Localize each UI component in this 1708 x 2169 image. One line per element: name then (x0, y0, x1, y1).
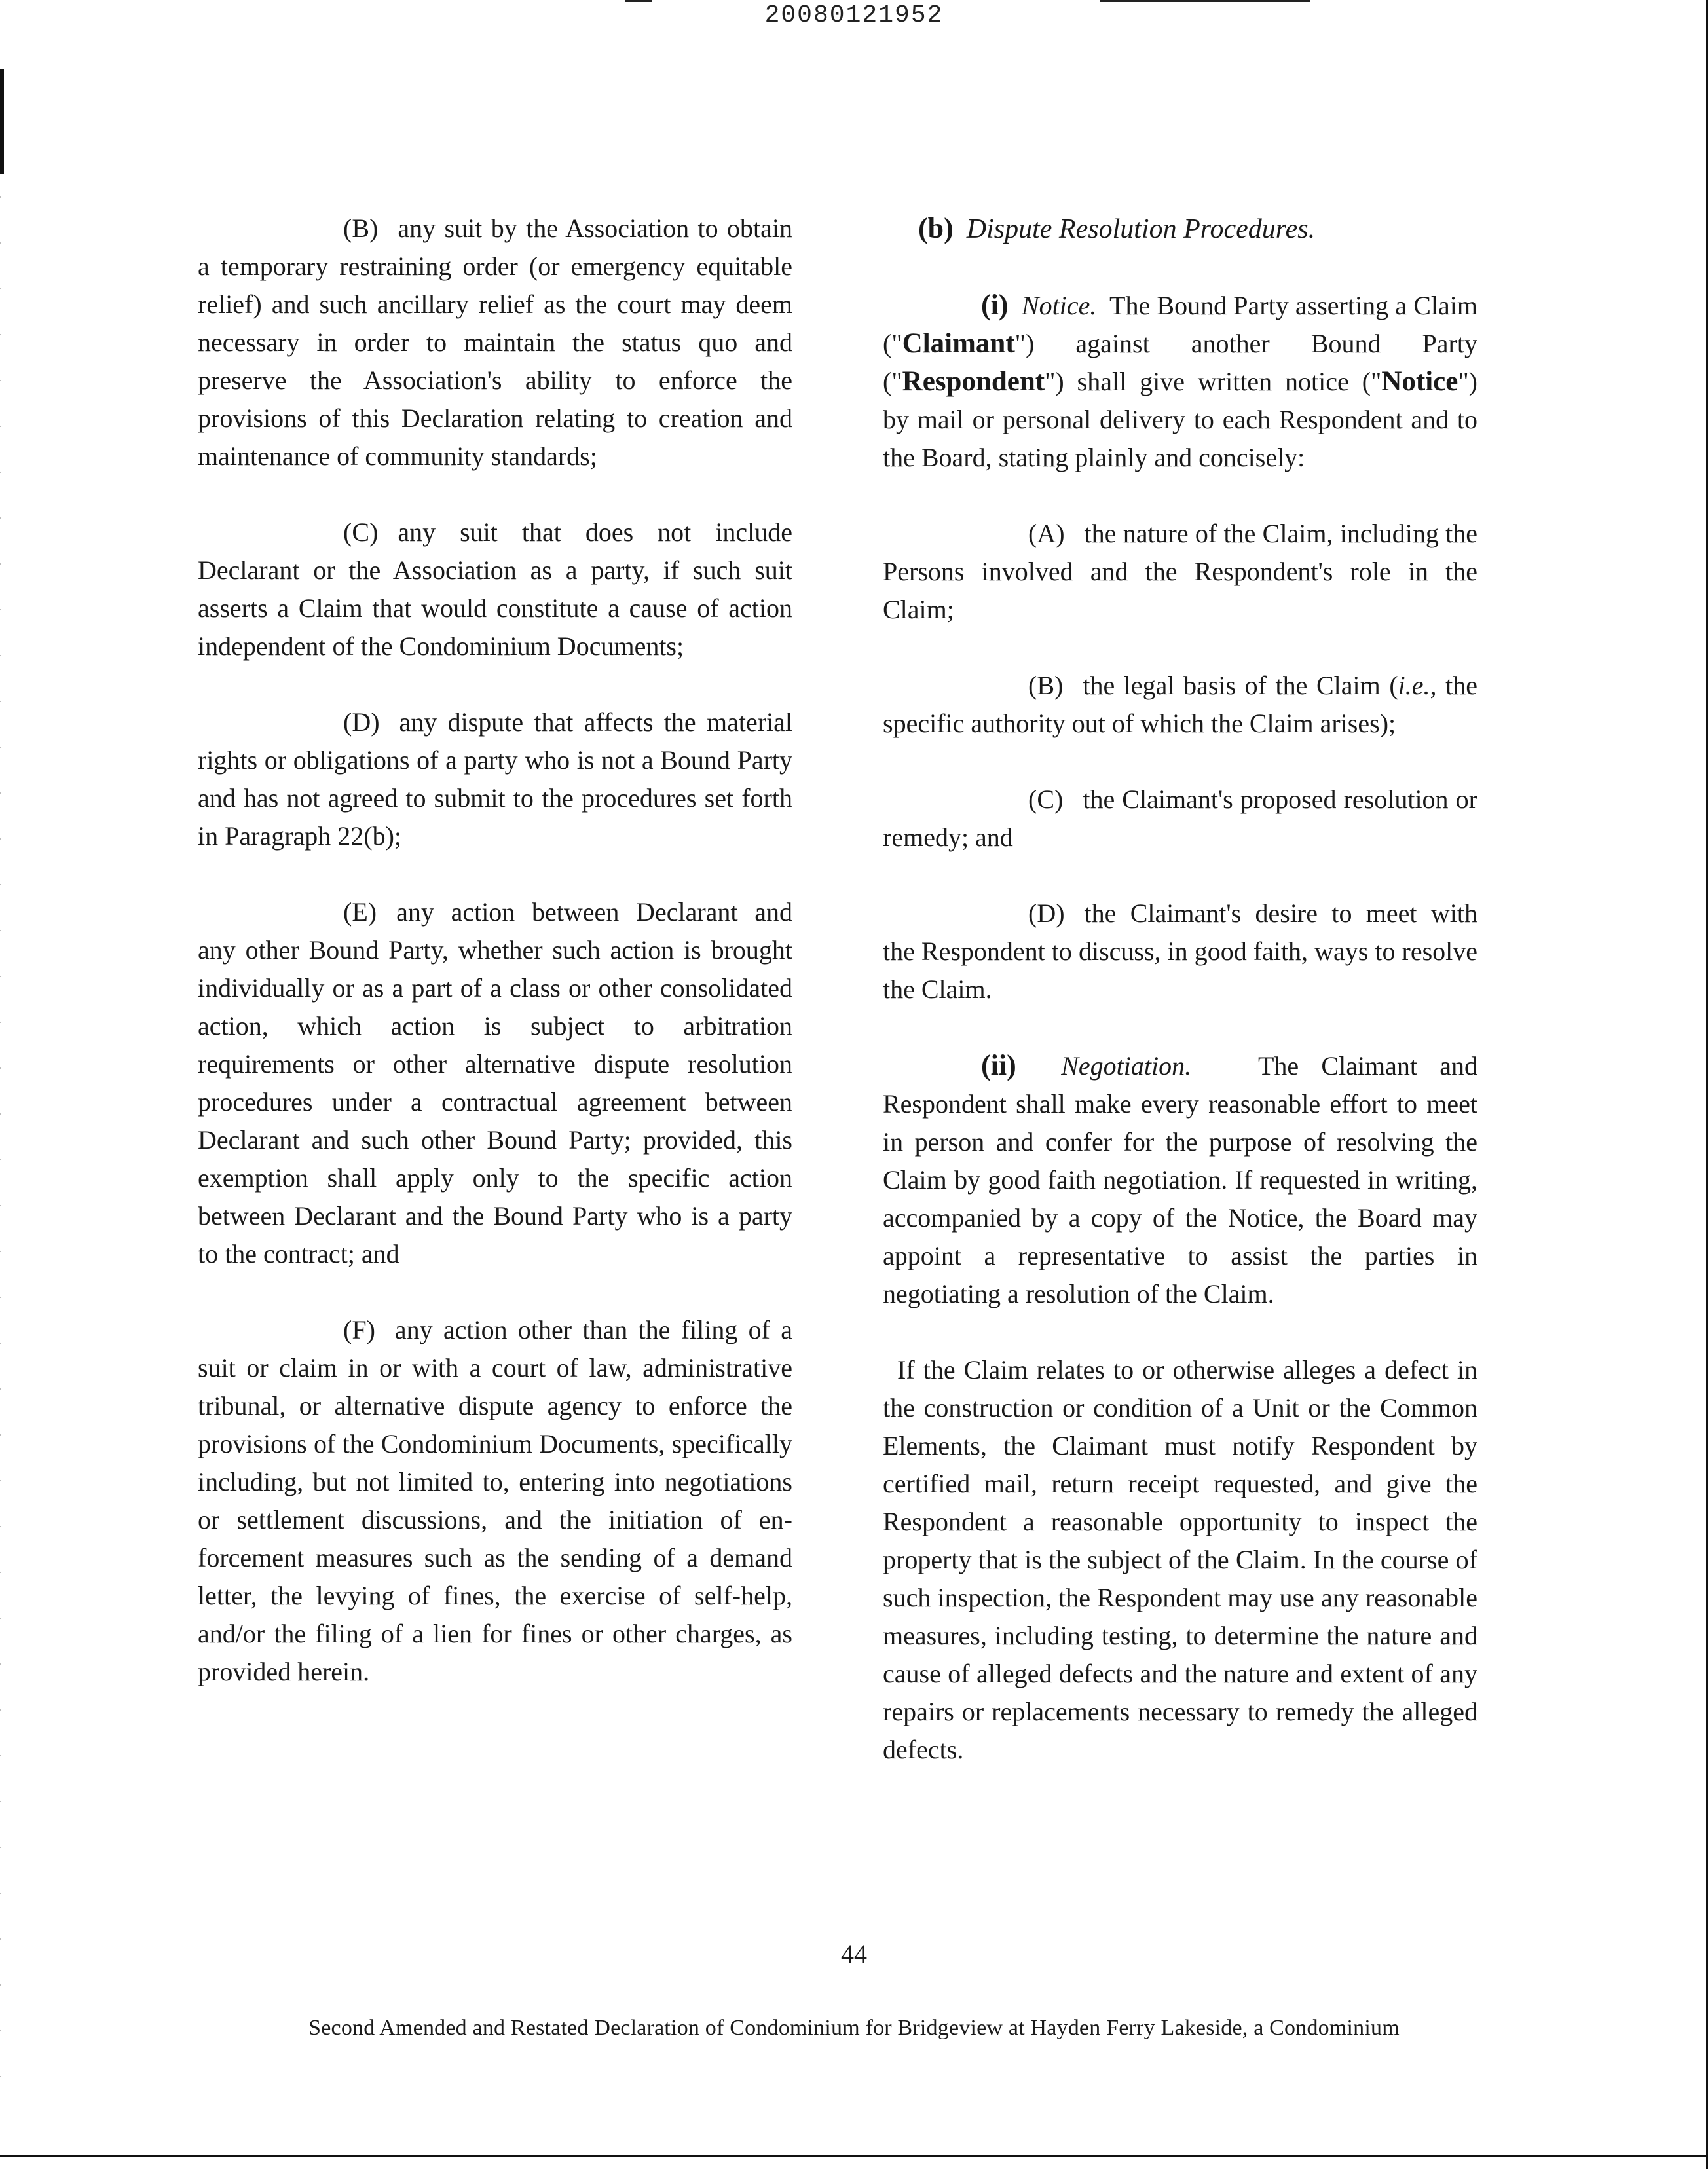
subparagraph-text: any action other than the filing of a suit or claim in or with a court of law, administrative tribunal, or alternative dispute agency to enforce the provisions of the Condominium Documents, specifically including, but not limited to, entering into negotiations or settlement discussions, and the initiation of enforcement measures such as the sending of a demand letter, the levying of fines, the exercise of self-help, and/or the filing of a lien for fines or other charges, as provided herein. (198, 1315, 792, 1686)
notice-text-1: The Bound Party asserting a Claim (" (883, 291, 1478, 358)
defined-term-respondent: Respondent (902, 366, 1045, 397)
negotiation-paragraph (883, 1047, 1477, 1313)
section-title: Dispute Resolution Procedures. (966, 214, 1316, 244)
item-text: the nature of the Claim, including the Persons involved and the Respondent's role in the Claim; (883, 519, 1477, 624)
notice-text-2: ") against another Bound Party (" (883, 329, 1477, 396)
notice-item-b (883, 667, 1477, 743)
subparagraph-marker: (B) (343, 213, 379, 243)
negotiation-title: Negotiation. (1061, 1051, 1192, 1081)
subparagraph-text: any suit by the Association to obtain a temporary restraining order (or emergency equitable relief) and such ancillary relief as the court may deem necessary in order to maintain the status quo and preserve the Association's ability to enforce the provisions of this Declaration relating to creation and maintenance of community standards; (198, 213, 792, 471)
subparagraph-text: any action between Declarant and any other Bound Party, whether such action is brought individually or as a part of a class or other consolidated action, which action is subject to arbitration requirements or other alternative dispute resolution procedures under a contractual agreement between Declarant and such other Bound Party; provided, this exemption shall apply only to the specific action between Declarant and the Bound Party who is a party to the contract; and (198, 897, 792, 1269)
subparagraph-marker: (F) (343, 1315, 375, 1344)
notice-item-a (883, 515, 1477, 629)
item-marker: (D) (1028, 899, 1065, 928)
subparagraph-text: any dispute that affects the material rights or obligations of a party who is not a Bound Party and has not agreed to submit to the procedures set forth in Paragraph 22(b); (198, 707, 792, 851)
section-heading (883, 210, 1477, 248)
page-number: 44 (841, 1939, 867, 1969)
scan-border-ticks (0, 196, 1, 2096)
right-column (883, 210, 1477, 1807)
notice-paragraph (883, 286, 1477, 477)
item-marker: (A) (1028, 519, 1065, 548)
notice-text-3: ") shall give written notice (" (1045, 367, 1382, 396)
notice-item-d (883, 895, 1477, 1009)
subparagraph-c (198, 513, 792, 665)
negotiation-text: The Claimant and Respondent shall make every reasonable effort to meet in person and confer for the purpose of resolving the Claim by good faith negotiation. If requested in writing, accompanied by a copy of the Notice, the Board may appoint a representative to assist the parties in negotiating a resolution of the Claim. (883, 1051, 1478, 1308)
subparagraph-text: any suit that does not include Declarant or the Association as a party, if such suit asserts a Claim that would constitute a cause of action independent of the Condominium Documents; (198, 517, 792, 661)
scan-bottom-edge (0, 2155, 1708, 2157)
item-text-pre: the legal basis of the Claim ( (1083, 671, 1398, 700)
defect-paragraph: If the Claim relates to or otherwise alleges a defect in the construction or condition of a Unit or the Common Elements, the Claimant must notify Respondent by certified mail, return receipt requested, and give the Respondent a reasonable opportunity to inspect the property that is the subject of the Claim. In the course of such inspection, the Respondent may use any reasonable measures, including testing, to determine the nature and cause of alleged defects and the nature and extent of any repairs or replacements necessary to remedy the alleged defects. (883, 1355, 1477, 1764)
document-number: 20080121952 (764, 1, 944, 29)
item-marker: (B) (1028, 671, 1064, 700)
section-label: (b) (918, 212, 954, 244)
left-column (198, 210, 792, 1729)
scan-edge-mark (0, 69, 4, 174)
subparagraph-e (198, 893, 792, 1273)
subparagraph-marker: (D) (343, 707, 380, 737)
item-text: the Claimant's desire to meet with the Respondent to discuss, in good faith, ways to resolve the Claim. (883, 899, 1477, 1004)
item-text: the Claimant's proposed resolution or remedy; and (883, 785, 1477, 852)
item-marker: (C) (1028, 785, 1064, 814)
item-text-ie: i.e. (1398, 671, 1430, 700)
notice-item-c (883, 781, 1477, 857)
notice-text-4: ") by mail or personal delivery to each Respondent and to the Board, stating plainly and concisely: (883, 367, 1477, 472)
defined-term-claimant: Claimant (902, 328, 1015, 359)
subparagraph-marker: (C) (343, 517, 379, 547)
subparagraph-d (198, 703, 792, 855)
notice-title: Notice. (1021, 291, 1097, 320)
subparagraph-f (198, 1311, 792, 1691)
subparagraph-b (198, 210, 792, 475)
negotiation-label: (ii) (981, 1049, 1016, 1081)
subparagraph-marker: (E) (343, 897, 377, 927)
page-footer: Second Amended and Restated Declaration of Condominium for Bridgeview at Hayden Ferry Lakeside, a Condominium (308, 2016, 1400, 2040)
notice-label: (i) (981, 289, 1009, 321)
defined-term-notice: Notice (1381, 366, 1458, 397)
item-text-post: , the specific authority out of which the Claim arises); (883, 671, 1477, 738)
